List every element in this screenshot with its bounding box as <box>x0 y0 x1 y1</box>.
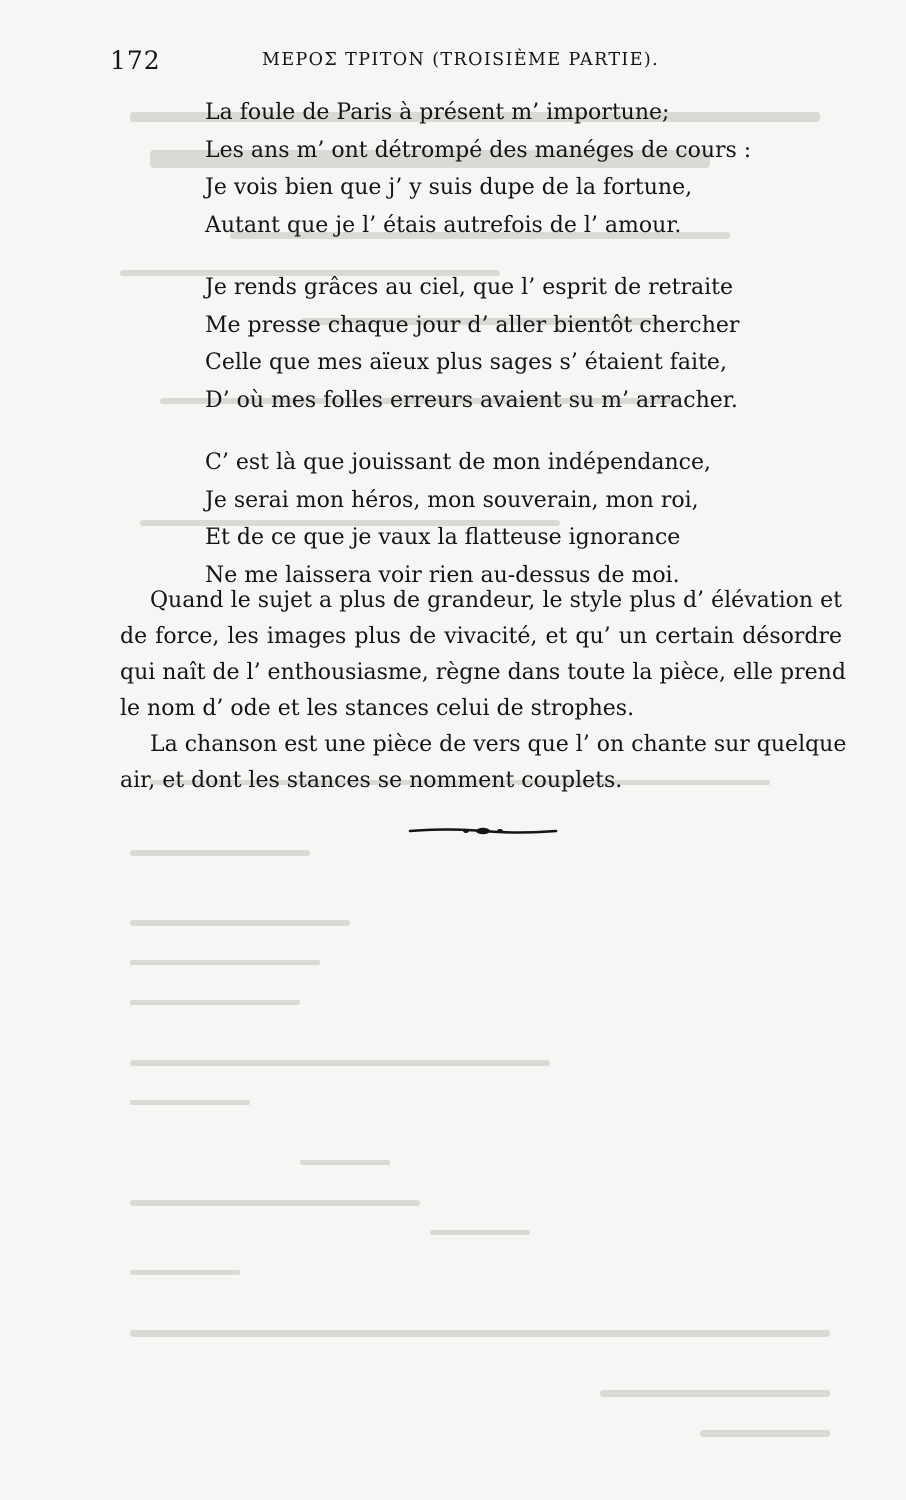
verse-line: C’ est là que jouissant de mon indépendance, <box>205 450 711 475</box>
verse-line: D’ où mes folles erreurs avaient su m’ arracher. <box>205 387 738 413</box>
running-head: ΜΕΡΟΣ ΤΡΙΤΟΝ (TROISIÈME PARTIE). <box>262 50 660 70</box>
verse-line: Autant que je l’ étais autrefois de l’ amour. <box>205 212 682 238</box>
verse-line: Je serai mon héros, mon souverain, mon roi, <box>205 487 699 513</box>
verse-line: La foule de Paris à présent m’ importune; <box>205 100 670 125</box>
prose-text <box>120 583 847 799</box>
paragraph-line: de force, les images plus de vivacité, et qu’ un certain désordre <box>120 624 842 649</box>
stanza <box>205 94 795 244</box>
stanza <box>205 444 795 594</box>
paragraph <box>120 583 846 727</box>
verse-line: Et de ce que je vaux la flatteuse ignorance <box>205 525 681 550</box>
paragraph-line: La chanson est une pièce de vers que l’ on chante sur quelque <box>150 732 847 757</box>
verse-line: Je rends grâces au ciel, que l’ esprit de retraite <box>205 275 733 300</box>
stanza <box>205 269 795 419</box>
section-divider-ornament <box>408 825 558 837</box>
paragraph <box>120 727 847 799</box>
verse-line: Celle que mes aïeux plus sages s’ étaient faite, <box>205 350 727 375</box>
page-number: 172 <box>110 46 161 75</box>
verse-line: Je vois bien que j’ y suis dupe de la fortune, <box>205 175 693 200</box>
paragraph-line: Quand le sujet a plus de grandeur, le style plus d’ élévation et <box>150 588 842 613</box>
paragraph-line: qui naît de l’ enthousiasme, règne dans toute la pièce, elle prend <box>120 660 846 685</box>
paragraph-line: le nom d’ ode et les stances celui de strophes. <box>120 696 635 721</box>
poem <box>205 94 795 619</box>
verse-line: Me presse chaque jour d’ aller bientôt chercher <box>205 312 740 338</box>
verse-line: Les ans m’ ont détrompé des manéges de cours : <box>205 137 752 163</box>
verse-line: Ne me laissera voir rien au-dessus de moi. <box>205 562 680 588</box>
paragraph-line: air, et dont les stances se nomment couplets. <box>120 768 623 793</box>
